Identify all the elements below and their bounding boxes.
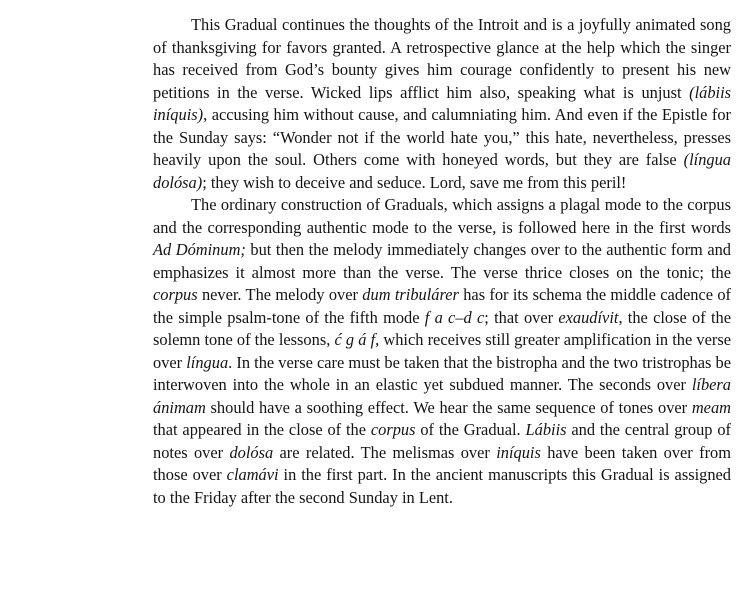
- text-run: that appeared in the close of the: [153, 420, 371, 439]
- paragraph-2: [153, 194, 731, 509]
- document-page: [153, 14, 731, 509]
- italic-text: iníquis: [496, 442, 541, 462]
- text-run: This Gradual continues the thoughts of the Introit and is a joyfully animated song of thanksgiving for favors granted. A retrospective glance at the help which the singer has received from God’s bounty gives him courage confidently to present his new petitions in the verse. Wicked lips afflict him also, speaking what is unjust: [153, 15, 731, 102]
- text-run: have been taken over from those over: [153, 442, 731, 484]
- text-run: . In the verse care must be taken that the bistropha and the two tristrophas be interwoven into the whole in an elastic yet subdued manner. The seconds over: [153, 352, 731, 394]
- italic-text: meam: [691, 397, 731, 417]
- text-run: , accusing him without cause, and calumniating him. And even if the Epistle for the Sunday says: “Wonder not if the world hate you,” this hate, nevertheless, presses heavily upon the soul. Others come with honeyed words, but they are false: [153, 105, 731, 169]
- italic-text: corpus: [153, 285, 198, 304]
- text-run: never. The melody over: [197, 285, 363, 304]
- italic-text: (língua dolósa): [153, 150, 731, 192]
- text-run: ; that over: [484, 307, 559, 327]
- italic-text: f a c–d c: [424, 307, 485, 327]
- text-run: , the close of the solemn tone of the lessons,: [153, 307, 731, 349]
- text-run: in the first part. In the ancient manuscripts this Gradual is assigned to the Friday after the second Sunday in Lent.: [153, 465, 731, 507]
- italic-text: corpus: [370, 420, 416, 439]
- italic-text: dolósa: [229, 442, 274, 462]
- italic-text: exaudívit: [558, 307, 619, 327]
- text-run: and the central group of notes over: [153, 420, 731, 462]
- text-run: are related. The melismas over: [273, 442, 497, 462]
- text-run: , which receives still greater amplification in the verse over: [153, 330, 731, 372]
- italic-text: dum tribulárer: [362, 285, 459, 304]
- italic-text: Ad Dóminum;: [153, 240, 246, 259]
- italic-text: ć g á f: [334, 330, 376, 349]
- italic-text: líbera ánimam: [153, 375, 731, 417]
- text-run: of the Gradual.: [415, 420, 526, 439]
- paragraph-1: [153, 14, 731, 194]
- text-run: but then the melody immediately changes over to the authentic form and emphasizes it almost more than the verse. The verse thrice closes on the tonic; the: [153, 240, 731, 282]
- text-run: should have a soothing effect. We hear the same sequence of tones over: [205, 397, 692, 417]
- italic-text: Lábiis: [525, 420, 567, 439]
- text-run: The ordinary construction of Graduals, which assigns a plagal mode to the corpus and the corresponding authentic mode to the verse, is followed here in the first words: [153, 195, 731, 237]
- text-run: has for its schema the middle cadence of the simple psalm-tone of the fifth mode: [153, 285, 732, 327]
- italic-text: clamávi: [226, 465, 279, 484]
- italic-text: (lábiis iníquis): [153, 82, 731, 124]
- text-run: ; they wish to deceive and seduce. Lord, save me from this peril!: [202, 172, 627, 192]
- italic-text: língua: [186, 352, 229, 372]
